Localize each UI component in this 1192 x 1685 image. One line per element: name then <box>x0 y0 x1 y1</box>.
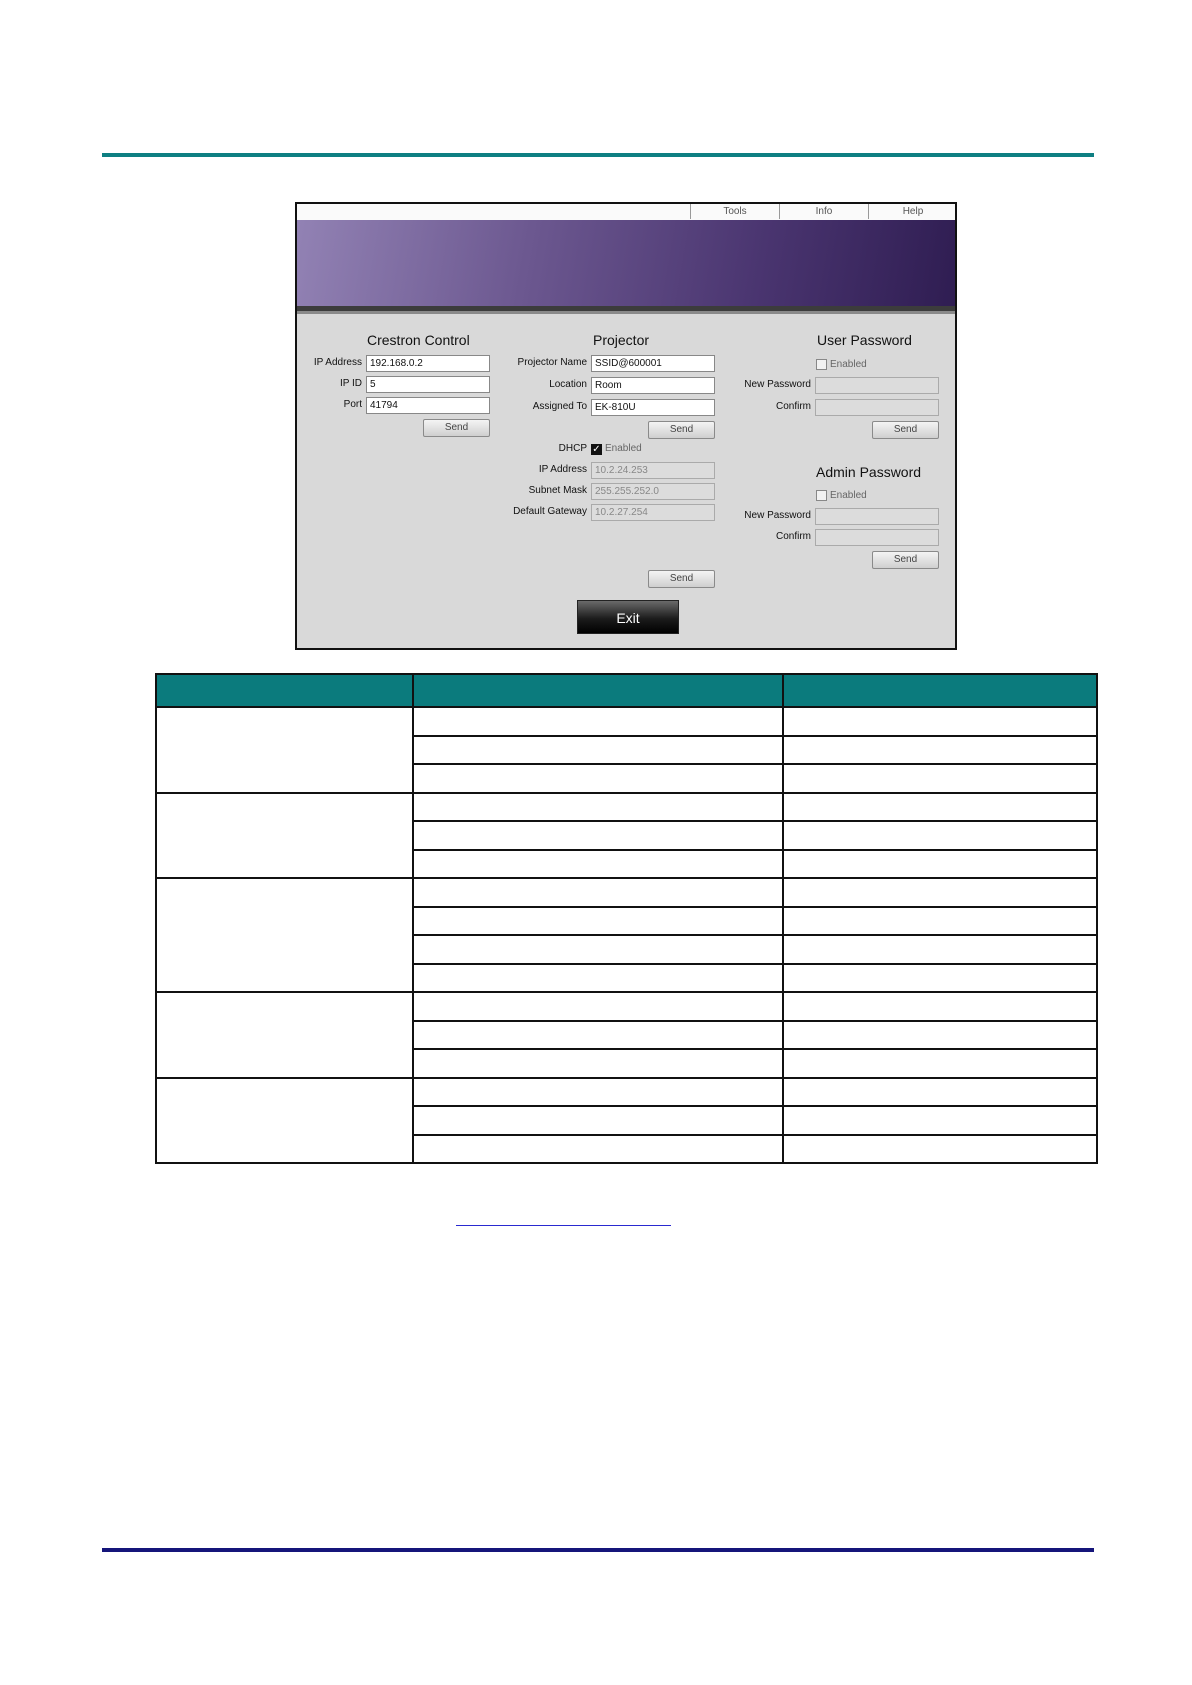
table-cell <box>783 878 1097 907</box>
table-cell <box>783 793 1097 822</box>
dhcp-enabled-label: Enabled <box>605 443 642 454</box>
user-new-password-field[interactable] <box>815 377 939 394</box>
menu-tools[interactable]: Tools <box>690 204 779 219</box>
crestron-port-field[interactable]: 41794 <box>366 397 490 414</box>
menu-help[interactable]: Help <box>868 204 957 219</box>
table-cell <box>783 821 1097 850</box>
table-cell <box>413 850 783 879</box>
table-cell <box>783 907 1097 936</box>
divider-light <box>297 311 955 314</box>
crestron-title: Crestron Control <box>367 332 470 348</box>
crestron-send-button[interactable]: Send <box>423 419 490 437</box>
subnet-mask-label: Subnet Mask <box>528 485 587 496</box>
admin-new-password-label: New Password <box>744 510 811 521</box>
table-header-cell <box>413 674 783 707</box>
crestron-screenshot <box>295 202 957 650</box>
admin-password-checkbox[interactable] <box>816 490 827 501</box>
table-cell <box>783 1078 1097 1107</box>
user-password-title: User Password <box>817 332 912 348</box>
table-cell <box>413 1078 783 1107</box>
settings-table <box>155 673 1098 1164</box>
dhcp-checkbox[interactable]: ✓ <box>592 444 601 455</box>
gateway-field[interactable]: 10.2.27.254 <box>591 504 715 521</box>
user-confirm-field[interactable] <box>815 399 939 416</box>
dhcp-label: DHCP <box>558 443 587 454</box>
user-password-send-button[interactable]: Send <box>872 421 939 439</box>
footer-rule <box>102 1548 1094 1552</box>
table-row <box>156 1078 1097 1107</box>
table-cell <box>413 1106 783 1135</box>
table-cell <box>783 964 1097 993</box>
table-cell <box>783 1135 1097 1164</box>
table-cell <box>413 1135 783 1164</box>
user-password-enabled-label: Enabled <box>830 359 867 370</box>
menu-bar <box>297 204 955 221</box>
table-cell <box>783 992 1097 1021</box>
table-group-cell <box>156 793 413 879</box>
table-row <box>156 707 1097 736</box>
table-row <box>156 878 1097 907</box>
projector-name-label: Projector Name <box>517 357 587 368</box>
table-cell <box>783 707 1097 736</box>
table-cell <box>413 878 783 907</box>
crestron-port-label: Port <box>343 399 362 410</box>
exit-button[interactable]: Exit <box>577 600 679 634</box>
table-cell <box>783 935 1097 964</box>
table-row <box>156 992 1097 1021</box>
projector-ip-label: IP Address <box>538 464 587 475</box>
user-confirm-label: Confirm <box>775 401 811 412</box>
projector-assigned-field[interactable]: EK-810U <box>591 399 715 416</box>
table-cell <box>413 964 783 993</box>
projector-location-label: Location <box>549 379 587 390</box>
table-group-cell <box>156 1078 413 1164</box>
banner <box>297 220 955 306</box>
crestron-ipid-field[interactable]: 5 <box>366 376 490 393</box>
projector-send-button[interactable]: Send <box>648 421 715 439</box>
table-cell <box>413 707 783 736</box>
table-cell <box>413 764 783 793</box>
admin-new-password-field[interactable] <box>815 508 939 525</box>
network-send-button[interactable]: Send <box>648 570 715 588</box>
table-group-cell <box>156 878 413 992</box>
user-password-checkbox[interactable] <box>816 359 827 370</box>
table-cell <box>783 764 1097 793</box>
admin-password-enabled-label: Enabled <box>830 490 867 501</box>
table-header-cell <box>156 674 413 707</box>
table-cell <box>783 1106 1097 1135</box>
admin-password-title: Admin Password <box>816 464 922 480</box>
projector-name-field[interactable]: SSID@600001 <box>591 355 715 372</box>
table-cell <box>783 850 1097 879</box>
projector-assigned-label: Assigned To <box>532 401 587 412</box>
table-cell <box>413 821 783 850</box>
hyperlink-underline[interactable] <box>456 1225 671 1226</box>
table-cell <box>413 1049 783 1078</box>
table-cell <box>413 907 783 936</box>
admin-confirm-label: Confirm <box>775 531 811 542</box>
table-group-cell <box>156 707 413 793</box>
menu-info[interactable]: Info <box>779 204 868 219</box>
table-cell <box>413 1021 783 1050</box>
crestron-ipid-label: IP ID <box>339 378 362 389</box>
projector-title: Projector <box>593 332 650 348</box>
projector-location-field[interactable]: Room <box>591 377 715 394</box>
table-header-cell <box>783 674 1097 707</box>
table-cell <box>783 1021 1097 1050</box>
projector-ip-field[interactable]: 10.2.24.253 <box>591 462 715 479</box>
gateway-label: Default Gateway <box>513 506 587 517</box>
user-new-password-label: New Password <box>744 379 811 390</box>
table-row <box>156 793 1097 822</box>
table-cell <box>413 935 783 964</box>
table-cell <box>413 793 783 822</box>
table-cell <box>413 736 783 765</box>
table-header-row <box>156 674 1097 707</box>
crestron-ip-field[interactable]: 192.168.0.2 <box>366 355 490 372</box>
admin-confirm-field[interactable] <box>815 529 939 546</box>
table-group-cell <box>156 992 413 1078</box>
table-cell <box>413 992 783 1021</box>
crestron-ip-label: IP Address <box>313 357 362 368</box>
table-cell <box>783 1049 1097 1078</box>
admin-password-send-button[interactable]: Send <box>872 551 939 569</box>
table-cell <box>783 736 1097 765</box>
subnet-mask-field[interactable]: 255.255.252.0 <box>591 483 715 500</box>
header-rule <box>102 153 1094 157</box>
